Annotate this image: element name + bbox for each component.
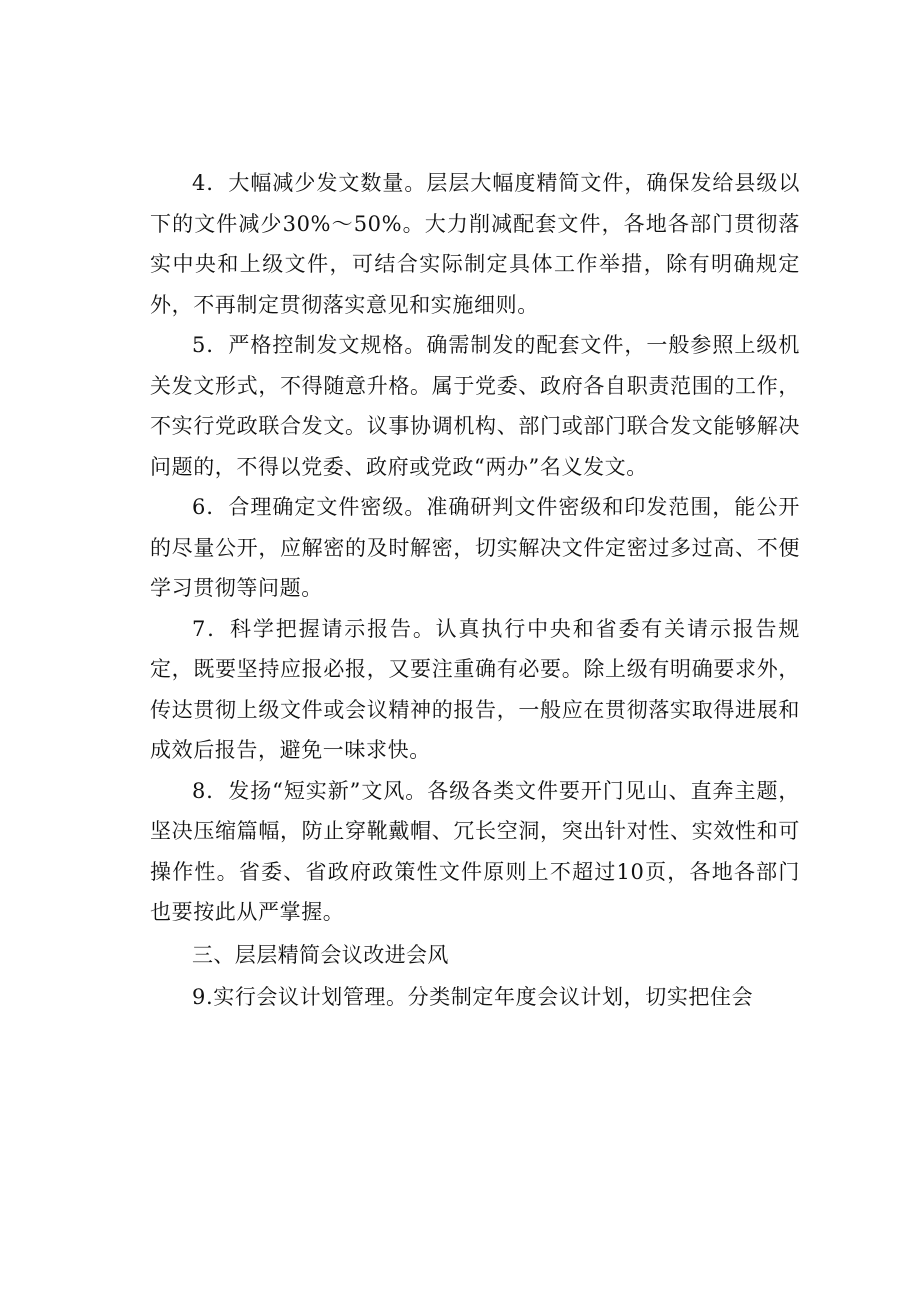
paragraph-item-6: 6．合理确定文件密级。准确研判文件密级和印发范围，能公开的尽量公开，应解密的及时解密，切实解决文件定密过多过高、不便学习贯彻等问题。: [150, 495, 800, 600]
paragraph-item-9: 9.实行会议计划管理。分类制定年度会议计划，切实把住会: [192, 984, 754, 1009]
document-body: [150, 163, 800, 1017]
section-heading: 三、层层精简会议改进会风: [192, 942, 449, 967]
paragraph-item-8: 8．发扬“短实新”文风。各级各类文件要开门见山、直奔主题，坚决压缩篇幅，防止穿靴戴帽、冗长空洞，突出针对性、实效性和可操作性。省委、省政府政策性文件原则上不超过10页，各地各部门也要按此从严掌握。: [150, 778, 800, 924]
paragraph-item-7: 7．科学把握请示报告。认真执行中央和省委有关请示报告规定，既要坚持应报必报，又要注重确有必要。除上级有明确要求外，传达贯彻上级文件或会议精神的报告，一般应在贯彻落实取得进展和成效后报告，避免一味求快。: [150, 616, 800, 762]
paragraph-item-5: 5．严格控制发文规格。确需制发的配套文件，一般参照上级机关发文形式，不得随意升格。属于党委、政府各自职责范围的工作，不实行党政联合发文。议事协调机构、部门或部门联合发文能够解决问题的，不得以党委、政府或党政“两办”名义发文。: [150, 333, 800, 479]
paragraph-item-4: 4．大幅减少发文数量。层层大幅度精简文件，确保发给县级以下的文件减少30%～50%。大力削减配套文件，各地各部门贯彻落实中央和上级文件，可结合实际制定具体工作举措，除有明确规定外，不再制定贯彻落实意见和实施细则。: [150, 171, 800, 317]
